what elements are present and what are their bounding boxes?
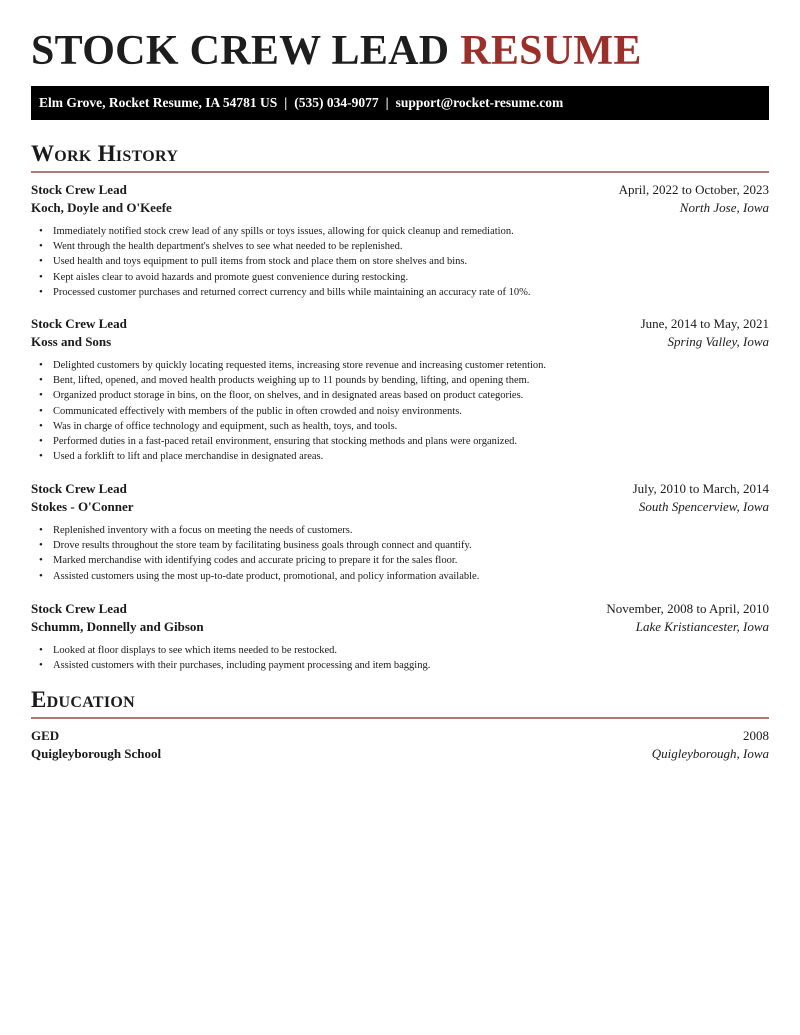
contact-separator: |	[284, 95, 288, 110]
job-bullets	[31, 643, 769, 673]
list-item: • Used health and toys equipment to pull items from stock and place them on store shelves and bins.	[39, 255, 468, 268]
list-item: • Bent, lifted, opened, and moved health products weighing up to 11 pounds by bending, lifting, and opening them.	[39, 374, 530, 387]
list-item: • Delighted customers by quickly locating requested items, increasing store revenue and increasing customer retention.	[39, 359, 547, 371]
education-heading: Education	[31, 687, 135, 712]
job-entry	[31, 600, 769, 636]
work-history-divider	[31, 171, 769, 173]
list-item: • Used a forklift to lift and place merchandise in designated areas.	[39, 450, 324, 463]
list-item: • Communicated effectively with members of the public in often crowded and noisy environments.	[39, 404, 462, 417]
list-item: • Immediately notified stock crew lead of any spills or toys issues, allowing for quick cleanup and remediation.	[39, 225, 514, 237]
contact-address: Elm Grove, Rocket Resume, IA 54781 US	[39, 95, 278, 110]
job-entry	[31, 480, 769, 516]
job-title: Stock Crew Lead	[31, 481, 127, 496]
job-title: Stock Crew Lead	[31, 182, 127, 197]
list-item: • Assisted customers using the most up-to-date product, promotional, and policy information available.	[39, 569, 480, 582]
education-year: 2008	[743, 728, 769, 743]
job-location: North Jose, Iowa	[679, 200, 769, 215]
education-degree: GED	[31, 728, 60, 743]
job-bullets	[31, 523, 769, 584]
job-entry	[31, 181, 769, 217]
list-item: • Drove results throughout the store team by facilitating business goals through connect and quantify.	[39, 539, 472, 552]
list-item: • Marked merchandise with identifying codes and accurate pricing to prepare it for the sales floor.	[39, 554, 458, 567]
list-item: • Was in charge of office technology and equipment, such as health, toys, and tools.	[39, 419, 398, 432]
job-entry	[31, 315, 769, 351]
list-item: • Organized product storage in bins, on the floor, on shelves, and in designated areas based on product categories.	[39, 389, 524, 402]
job-bullets	[31, 224, 769, 300]
job-company: Schumm, Donnelly and Gibson	[31, 619, 204, 634]
list-item: • Replenished inventory with a focus on meeting the needs of customers.	[39, 524, 353, 536]
list-item: • Looked at floor displays to see which items needed to be restocked.	[39, 644, 338, 656]
job-bullets	[31, 358, 769, 464]
job-title: Stock Crew Lead	[31, 316, 127, 331]
job-location: Spring Valley, Iowa	[667, 334, 769, 349]
job-company: Koss and Sons	[31, 334, 112, 349]
job-dates: June, 2014 to May, 2021	[640, 316, 769, 331]
job-title: Stock Crew Lead	[31, 601, 127, 616]
job-dates: November, 2008 to April, 2010	[606, 601, 769, 616]
job-location: South Spencerview, Iowa	[638, 499, 769, 514]
contact-separator: |	[385, 95, 389, 110]
job-dates: July, 2010 to March, 2014	[632, 481, 769, 496]
job-company: Koch, Doyle and O'Keefe	[31, 200, 172, 215]
title-accent: RESUME	[460, 28, 642, 74]
list-item: • Performed duties in a fast-paced retail environment, ensuring that stocking methods and plans were organized.	[39, 435, 517, 448]
list-item: • Went through the health department's shelves to see what needed to be replenished.	[39, 240, 403, 253]
job-company: Stokes - O'Conner	[31, 499, 134, 514]
job-location: Lake Kristiancester, Iowa	[635, 619, 769, 634]
contact-phone: (535) 034-9077	[294, 95, 379, 110]
contact-email: support@rocket-resume.com	[395, 95, 564, 110]
title-main: STOCK CREW LEAD	[31, 28, 450, 74]
education-school: Quigleyborough School	[31, 746, 162, 761]
job-dates: April, 2022 to October, 2023	[618, 182, 769, 197]
education-divider	[31, 717, 769, 719]
education-entry	[31, 727, 769, 763]
education-location: Quigleyborough, Iowa	[651, 746, 769, 761]
resume-title	[31, 28, 642, 74]
list-item: • Processed customer purchases and returned correct currency and bills while maintaining an accuracy rate of 10%.	[39, 285, 531, 298]
list-item: • Kept aisles clear to avoid hazards and promote guest convenience during restocking.	[39, 270, 409, 283]
contact-bar	[31, 86, 769, 120]
list-item: • Assisted customers with their purchases, including payment processing and item bagging.	[39, 659, 431, 672]
work-history-heading: Work History	[31, 141, 179, 166]
